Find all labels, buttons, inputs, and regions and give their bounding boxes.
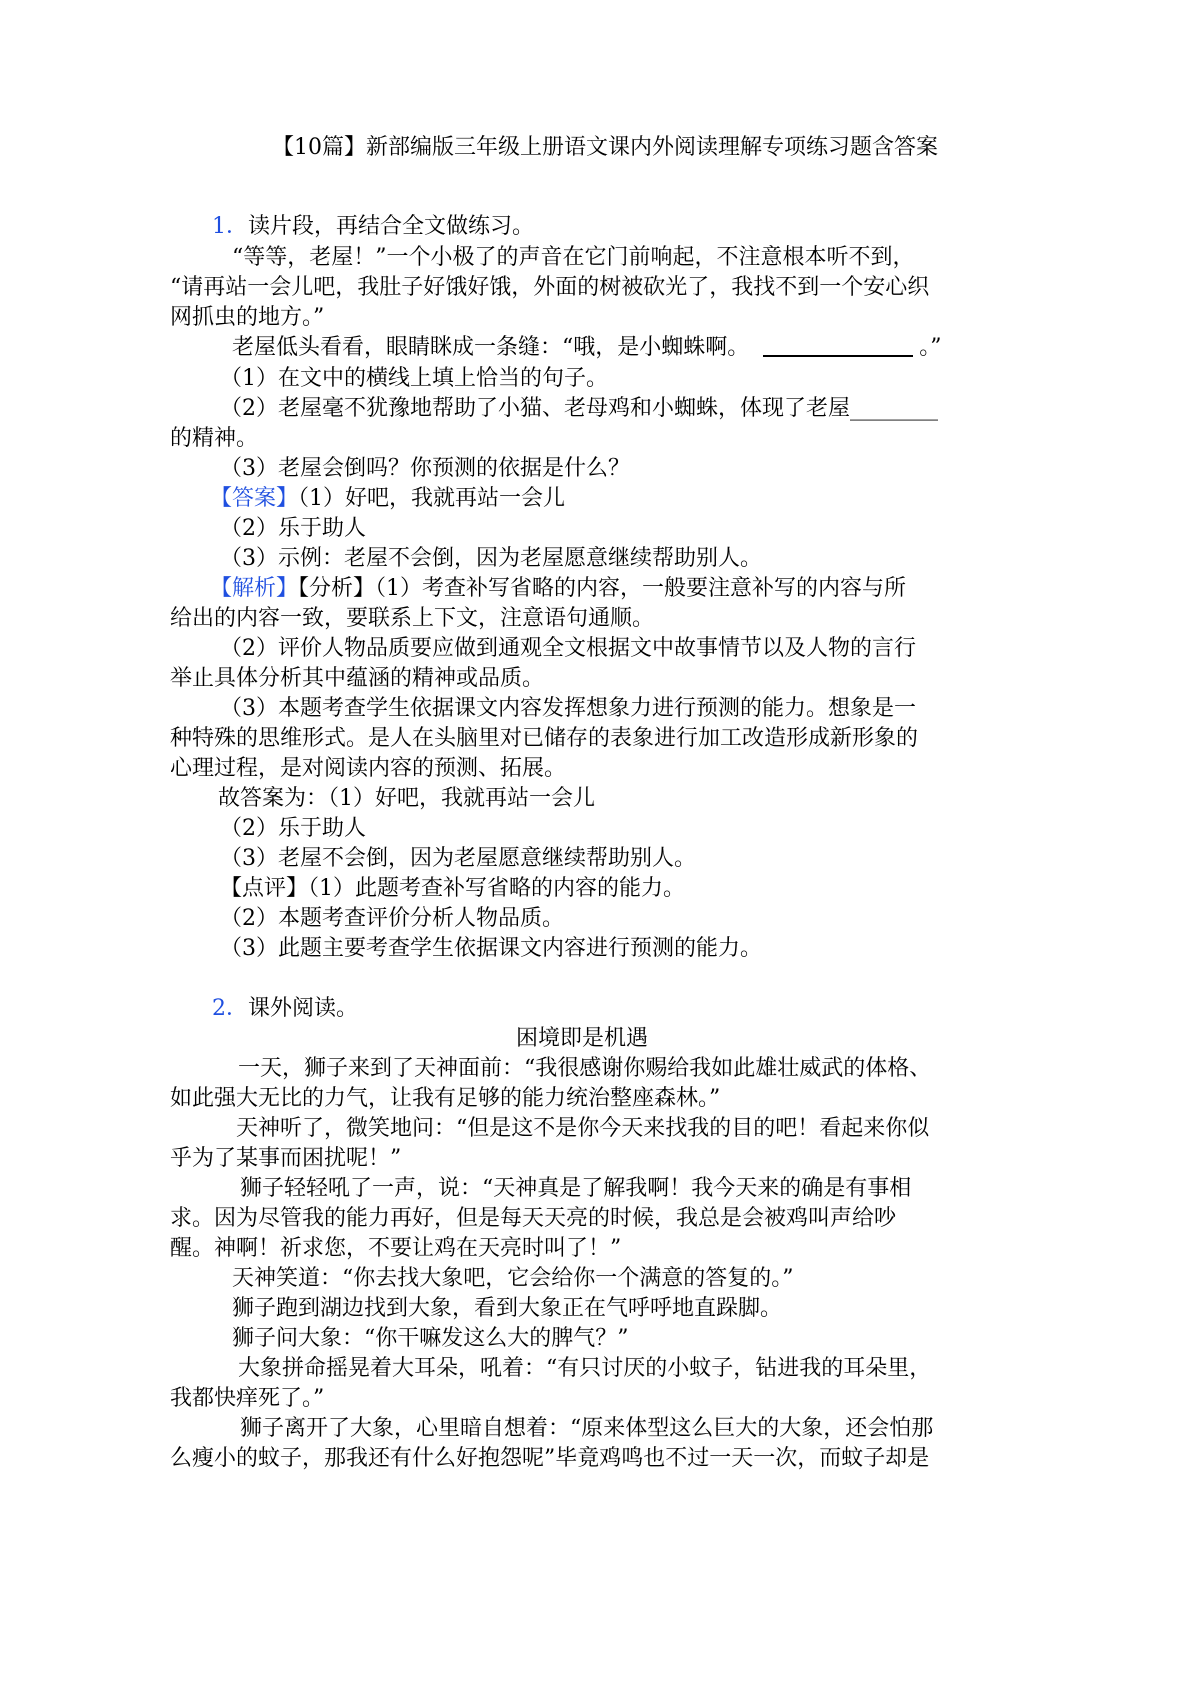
answer-blank <box>763 355 913 357</box>
comment-line: （2）本题考查评价分析人物品质。 <box>220 906 564 931</box>
analysis-line: （3）本题考查学生依据课文内容发挥想象力进行预测的能力。想象是一 <box>220 696 916 721</box>
answer-tag: 【答案】 <box>210 486 299 511</box>
story-line: 狮子轻轻吼了一声，说：“天神真是了解我啊！我今天来的确是有事相 <box>240 1176 912 1201</box>
final-answer-line: （2）乐于助人 <box>220 816 366 841</box>
passage-line: 网抓虫的地方。” <box>170 305 325 330</box>
story-line: 乎为了某事而困扰呢！” <box>170 1146 402 1171</box>
sub-question-2-cont: 的精神。 <box>170 426 259 451</box>
question-number: 1． <box>212 214 248 239</box>
question-prompt: 读片段，再结合全文做练习。 <box>248 214 535 239</box>
question-2-header <box>212 994 358 1024</box>
final-answer-line: （3）老屋不会倒，因为老屋愿意继续帮助别人。 <box>220 846 696 871</box>
story-line: 么瘦小的蚊子，那我还有什么好抱怨呢”毕竟鸡鸣也不过一天一次，而蚊子却是 <box>170 1446 930 1471</box>
answer-text: （1）好吧，我就再站一会儿 <box>298 486 566 511</box>
question-prompt: 课外阅读。 <box>248 996 359 1021</box>
analysis-line: 举止具体分析其中蕴涵的精神或品质。 <box>170 666 545 691</box>
passage-text: 。” <box>919 335 942 360</box>
story-line: 天神听了，微笑地问：“但是这不是你今天来找我的目的吧！看起来你似 <box>236 1116 930 1141</box>
passage-line: “请再站一会儿吧，我肚子好饿好饿，外面的树被砍光了，我找不到一个安心织 <box>170 275 930 300</box>
passage-line: “等等，老屋！”一个小极了的声音在它门前响起，不注意根本听不到， <box>232 245 915 270</box>
story-line: 大象拼命摇晃着大耳朵，吼着：“有只讨厌的小蚊子，钻进我的耳朵里， <box>238 1356 932 1381</box>
passage-line-with-blank <box>232 333 942 363</box>
story-line: 狮子跑到湖边找到大象，看到大象正在气呼呼地直跺脚。 <box>232 1296 783 1321</box>
story-line: 醒。神啊！祈求您，不要让鸡在天亮时叫了！” <box>170 1236 622 1261</box>
comment-line: （3）此题主要考查学生依据课文内容进行预测的能力。 <box>220 936 762 961</box>
passage-text: 老屋低头看看，眼睛眯成一条缝：“哦，是小蜘蛛啊。 <box>232 335 750 360</box>
story-title: 困境即是机遇 <box>516 1026 649 1051</box>
analysis-tag: 【解析】 <box>210 576 299 601</box>
story-line: 我都快痒死了。” <box>170 1386 325 1411</box>
analysis-line: 给出的内容一致，要联系上下文，注意语句通顺。 <box>170 606 655 631</box>
comment-line: 【点评】（1）此题考查补写省略的内容的能力。 <box>220 876 685 901</box>
answer-line: （2）乐于助人 <box>220 516 366 541</box>
story-line: 狮子问大象：“你干嘛发这么大的脾气？” <box>232 1326 629 1351</box>
story-line: 一天，狮子来到了天神面前：“我很感谢你赐给我如此雄壮威武的体格、 <box>238 1056 932 1081</box>
sub-question-2: （2）老屋毫不犹豫地帮助了小猫、老母鸡和小蜘蛛，体现了老屋________ <box>220 396 938 421</box>
analysis-line: 心理过程，是对阅读内容的预测、拓展。 <box>170 756 567 781</box>
story-line: 如此强大无比的力气，让我有足够的能力统治整座森林。” <box>170 1086 721 1111</box>
document-title: 【10篇】新部编版三年级上册语文课内外阅读理解专项练习题含答案 <box>272 135 938 160</box>
analysis-text: 【分析】（1）考查补写省略的内容，一般要注意补写的内容与所 <box>298 576 907 601</box>
story-line: 天神笑道：“你去找大象吧，它会给你一个满意的答复的。” <box>232 1266 794 1291</box>
sub-question-3: （3）老屋会倒吗？你预测的依据是什么？ <box>220 456 630 481</box>
sub-question-1: （1）在文中的横线上填上恰当的句子。 <box>220 366 608 391</box>
analysis-line <box>210 574 906 604</box>
analysis-line: 种特殊的思维形式。是人在头脑里对已储存的表象进行加工改造形成新形象的 <box>170 726 919 751</box>
story-line: 狮子离开了大象，心里暗自想着：“原来体型这么巨大的大象，还会怕那 <box>240 1416 934 1441</box>
analysis-line: （2）评价人物品质要应做到通观全文根据文中故事情节以及人物的言行 <box>220 636 916 661</box>
question-1-header <box>212 212 534 242</box>
final-answer-line: 故答案为：（1）好吧，我就再站一会儿 <box>218 786 595 811</box>
story-line: 求。因为尽管我的能力再好，但是每天天亮的时候，我总是会被鸡叫声给吵 <box>170 1206 897 1231</box>
answer-line <box>210 484 565 514</box>
question-number: 2． <box>212 996 248 1021</box>
answer-line: （3）示例：老屋不会倒，因为老屋愿意继续帮助别人。 <box>220 546 762 571</box>
